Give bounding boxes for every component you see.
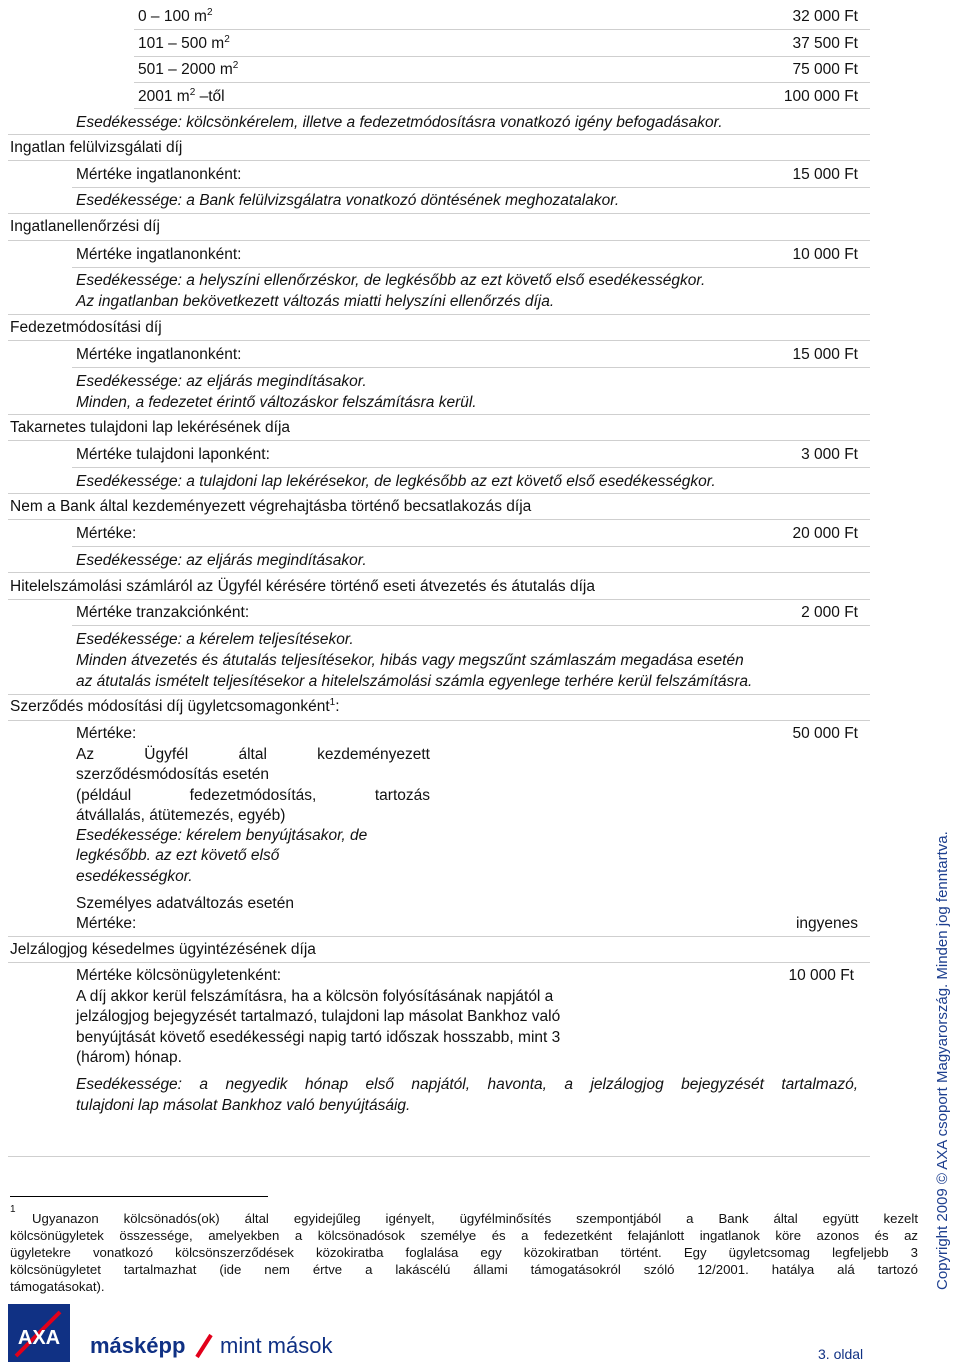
note-text: az átutalás ismételt teljesítésekor a hitelelszámolási számla egyenlege terhére kerül felszámításra. [76,673,753,690]
detail-line: (három) hónap. [76,1049,182,1066]
fee-label: Mértéke: [76,525,137,542]
detail-line: átvállalás, átütemezés, egyéb) [76,807,286,824]
slogan-a: másképp [90,1333,186,1358]
fee-price: 10 000 Ft [788,967,854,984]
fee-price: 15 000 Ft [792,346,858,363]
footnote-line: ügyletekre vonatkozó kölcsönszerződések közokiratba foglalása egy közokiratban történt. Egy ügyletcsomag legfeljebb 3 [10,1245,918,1260]
note-text: Minden átvezetés és átutalás teljesítésekor, hibás vagy megszűnt számlaszám megadása esetén [76,652,744,669]
due-text: legkésőbb. az ezt követő első [76,847,280,864]
footnote-line: kölcsönügyletet tartalmazhat (ide nem értve a lakáscélú állami támogatásokról szóló 12/2001. hatálya alá tartozó [10,1262,918,1277]
section-title: Szerződés módosítási díj ügyletcsomagonként$^1$: [10,696,340,715]
rate-range: 2001 $m^2$ –től [138,86,225,105]
rate-price: 32 000 Ft [792,8,858,25]
due-text: Esedékessége: kérelem benyújtásakor, de [76,827,368,844]
due-text: Esedékessége: a kérelem teljesítésekor. [76,631,354,648]
detail-line: benyújtását követő esedékességi napig tartó időszak hosszabb, mint 3 [76,1029,561,1046]
rate-range: 501 – 2000 $m^2$ [138,59,239,78]
footnote-mark: 1 [10,1204,16,1215]
rate-price: 100 000 Ft [783,88,858,105]
fee-label: Mértéke tranzakciónként: [76,604,250,621]
footnote-line: támogatásokat). [10,1279,105,1294]
fee-price: 50 000 Ft [792,725,858,742]
fee-label: Mértéke: [76,725,137,742]
detail-line: (például fedezetmódosítás, tartozás [76,787,430,804]
due-text: Esedékessége: az eljárás megindításakor. [76,552,367,569]
section-title: Fedezetmódosítási díj [10,319,162,336]
fee-label: Mértéke ingatlanonként: [76,166,242,183]
fee-price: ingyenes [795,915,858,932]
section-title: Ingatlanellenőrzési díj [10,218,160,235]
due-text: Esedékessége: a negyedik hónap első napjától, havonta, a jelzálogjog bejegyzését tartalmazó, [76,1076,858,1093]
rate-range: 0 – 100 $m^2$ [138,6,213,25]
section-title: Hitelelszámolási számláról az Ügyfél kérésére történő eseti átvezetés és átutalás díja [10,578,595,595]
section-title: Nem a Bank által kezdeményezett végrehajtásba történő becsatlakozás díja [10,498,532,515]
fee-label: Mértéke: [76,915,137,932]
slogan-b: mint mások [220,1333,333,1358]
due-text: Esedékessége: a tulajdoni lap lekérésekor, de legkésőbb az ezt követő első esedékességkor. [76,473,716,490]
detail-line: jelzálogjog bejegyzését tartalmazó, tulajdoni lap másolat Bankhoz való [76,1008,561,1025]
detail-line: szerződésmódosítás esetén [76,766,269,783]
detail-line: A díj akkor kerül felszámításra, ha a kölcsön folyósításának napjától a [76,988,554,1005]
note-text: Minden, a fedezetet érintő változáskor felszámításra kerül. [76,394,477,411]
section-title: Takarnetes tulajdoni lap lekérésének díja [10,419,291,436]
due-text: Esedékessége: a Bank felülvizsgálatra vonatkozó döntésének meghozatalakor. [76,192,620,209]
fee-label: Mértéke ingatlanonként: [76,346,242,363]
footnote-rule [10,1196,268,1197]
due-text: tulajdoni lap másolat Bankhoz való benyújtásáig. [76,1097,411,1114]
footnote-line: Ugyanazon kölcsönadós(ok) által egyidejűleg igényelt, ügyfélminősítés szempontjából a Bank által együtt kezelt [32,1211,918,1226]
footnote-ref: 1 [329,696,336,708]
note-text: Az ingatlanban bekövetkezett változás miatti helyszíni ellenőrzés díja. [76,293,555,310]
axa-logo [8,1304,70,1362]
rate-price: 37 500 Ft [792,35,858,52]
axa-logo-icon [8,1304,70,1362]
detail-line: Személyes adatváltozás esetén [76,895,294,912]
due-text: Esedékessége: az eljárás megindításakor. [76,373,367,390]
fee-label: Mértéke ingatlanonként: [76,246,242,263]
rate-price: 75 000 Ft [792,61,858,78]
fee-price: 15 000 Ft [792,166,858,183]
detail-line: Az Ügyfél által kezdeményezett [76,746,430,763]
fee-price: 3 000 Ft [801,446,858,463]
footnote-line: kölcsönügyletek összessége, amelyekben a kölcsönadósok személye és a fedezetként felajánlott ingatlanok köre azonos és az [10,1228,918,1243]
fee-price: 2 000 Ft [801,604,858,621]
fee-price: 20 000 Ft [792,525,858,542]
rate-range: 101 – 500 $m^2$ [138,33,230,52]
due-text: esedékességkor. [76,868,193,885]
fee-label: Mértéke kölcsönügyletenként: [76,967,282,984]
due-text: Esedékessége: a helyszíni ellenőrzéskor, de legkésőbb az ezt követő első esedékességkor. [76,272,706,289]
section-title: Jelzálogjog késedelmes ügyintézésének díja [10,941,316,958]
area-due: Esedékessége: kölcsönkérelem, illetve a fedezetmódosításra vonatkozó igény befogadásakor. [76,114,723,131]
fee-label: Mértéke tulajdoni laponként: [76,446,270,463]
section-title: Ingatlan felülvizsgálati díj [10,139,183,156]
slash-icon [193,1333,215,1359]
page-number: 3. oldal [818,1346,864,1362]
svg-text:AXA: AXA [17,1327,61,1349]
footnote [10,1210,918,1295]
fee-price: 10 000 Ft [792,246,858,263]
copyright: Copyright 2009 © AXA csoport Magyarország. Minden jog fenntartva. [934,831,951,1290]
